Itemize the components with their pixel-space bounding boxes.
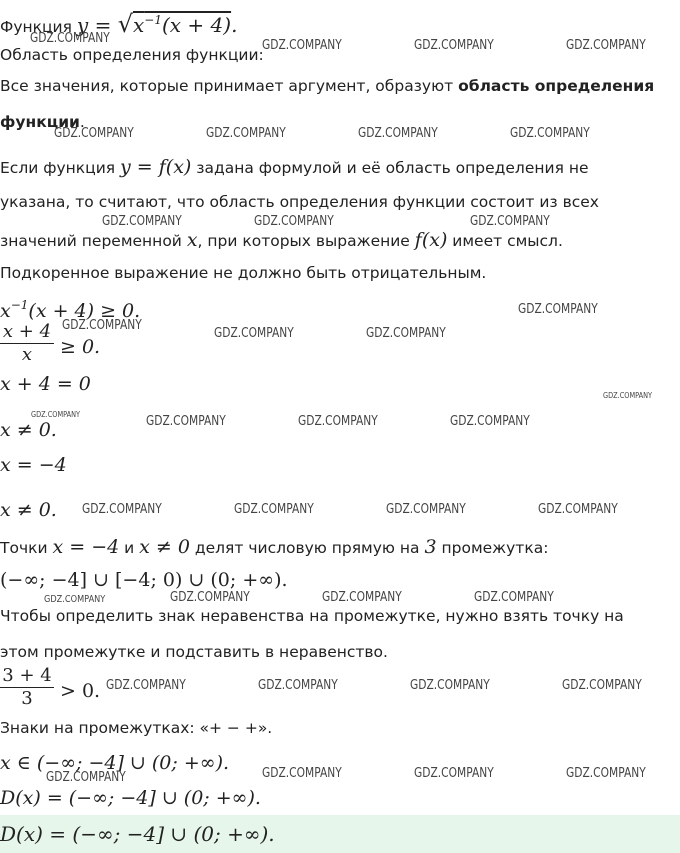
watermark: GDZ.COMPANY [106,678,186,693]
text: Точки [0,539,53,557]
rule-text-2: указана, то считают, что область определения функции состоит из всех [0,193,599,211]
fraction-1-tail: ≥ 0. [60,336,101,358]
text: Функция [0,18,72,36]
watermark: GDZ.COMPANY [54,126,134,141]
text: имеет смысл. [447,232,563,250]
rule-text-3 [0,228,563,252]
watermark: GDZ.COMPANY [30,31,110,46]
expr: (x + 4) ≥ 0. [28,300,141,322]
inequality-2: x ≠ 0. [0,419,57,441]
watermark: GDZ.COMPANY [170,590,250,605]
text: Все значения, которые принимает аргумент, образуют [0,77,459,95]
var: x [0,300,11,322]
text: значений переменной [0,232,187,250]
sign-check-text-1: Чтобы определить знак неравенства на промежутке, нужно взять точку на [0,607,624,625]
text: задана формулой и её область определения не [191,159,589,177]
watermark: GDZ.COMPANY [44,594,106,605]
text: . [79,113,85,131]
radicand-condition: Подкоренное выражение не должно быть отрицательным. [0,264,487,282]
interval-signs: Знаки на промежутках: «+ − +». [0,719,273,737]
watermark: GDZ.COMPANY [566,38,646,53]
watermark: GDZ.COMPANY [46,770,126,785]
solution-1: x = −4 [0,454,67,476]
watermark: GDZ.COMPANY [62,318,142,333]
solution-2: x ≠ 0. [0,499,57,521]
intervals: (−∞; −4] ∪ [−4; 0) ∪ (0; +∞). [0,569,288,591]
formula: f(x) [414,229,448,251]
watermark: GDZ.COMPANY [82,502,162,517]
watermark: GDZ.COMPANY [254,214,334,229]
bold-term: область определения [458,77,655,95]
bold-term: функции [0,113,80,131]
answer: D(x) = (−∞; −4] ∪ (0; +∞). [0,822,275,846]
text: Если функция [0,159,121,177]
watermark: GDZ.COMPANY [470,214,550,229]
sign-check-text-2: этом промежутке и подставить в неравенство. [0,643,388,661]
watermark: GDZ.COMPANY [410,678,490,693]
formula: 3 [424,536,437,558]
points-text [0,535,548,559]
text: и [119,539,140,557]
formula: $y = √x^{-1}(x + 4)$. [76,10,238,38]
text: , при которых выражение [197,232,415,250]
watermark: GDZ.COMPANY [262,38,342,53]
rule-text-1 [0,155,589,179]
watermark: GDZ.COMPANY [603,391,653,400]
watermark: GDZ.COMPANY [322,590,402,605]
text: делят числовую прямую на [189,539,425,557]
watermark: GDZ.COMPANY [298,414,378,429]
formula: y = f(x) [120,156,192,178]
exponent: −1 [10,298,29,312]
watermark: GDZ.COMPANY [562,678,642,693]
watermark: GDZ.COMPANY [358,126,438,141]
watermark: GDZ.COMPANY [366,326,446,341]
equation-1: x + 4 = 0 [0,373,91,395]
fraction-1 [0,322,54,365]
watermark: GDZ.COMPANY [474,590,554,605]
definition-text-1 [0,76,654,96]
fraction-2-tail: > 0. [60,680,101,702]
watermark: GDZ.COMPANY [234,502,314,517]
domain-result: D(x) = (−∞; −4] ∪ (0; +∞). [0,787,261,809]
text: промежутка: [436,539,549,557]
watermark: GDZ.COMPANY [146,414,226,429]
watermark: GDZ.COMPANY [518,302,598,317]
watermark: GDZ.COMPANY [414,38,494,53]
watermark: GDZ.COMPANY [31,410,81,419]
watermark: GDZ.COMPANY [386,502,466,517]
fraction-2 [0,666,54,709]
watermark: GDZ.COMPANY [566,766,646,781]
watermark: GDZ.COMPANY [510,126,590,141]
watermark: GDZ.COMPANY [102,214,182,229]
formula: x ≠ 0 [139,536,190,558]
numerator: x + 4 [2,321,52,342]
watermark: GDZ.COMPANY [214,326,294,341]
watermark: GDZ.COMPANY [538,502,618,517]
watermark: GDZ.COMPANY [414,766,494,781]
numerator: 3 + 4 [2,665,52,686]
watermark: GDZ.COMPANY [450,414,530,429]
denominator: x [21,344,33,365]
watermark: GDZ.COMPANY [262,766,342,781]
watermark: GDZ.COMPANY [258,678,338,693]
watermark: GDZ.COMPANY [206,126,286,141]
formula: x [186,229,198,251]
denominator: 3 [21,688,33,709]
solution-set: x ∈ (−∞; −4] ∪ (0; +∞). [0,752,230,774]
domain-heading: Область определения функции: [0,46,264,64]
formula: x = −4 [52,536,120,558]
